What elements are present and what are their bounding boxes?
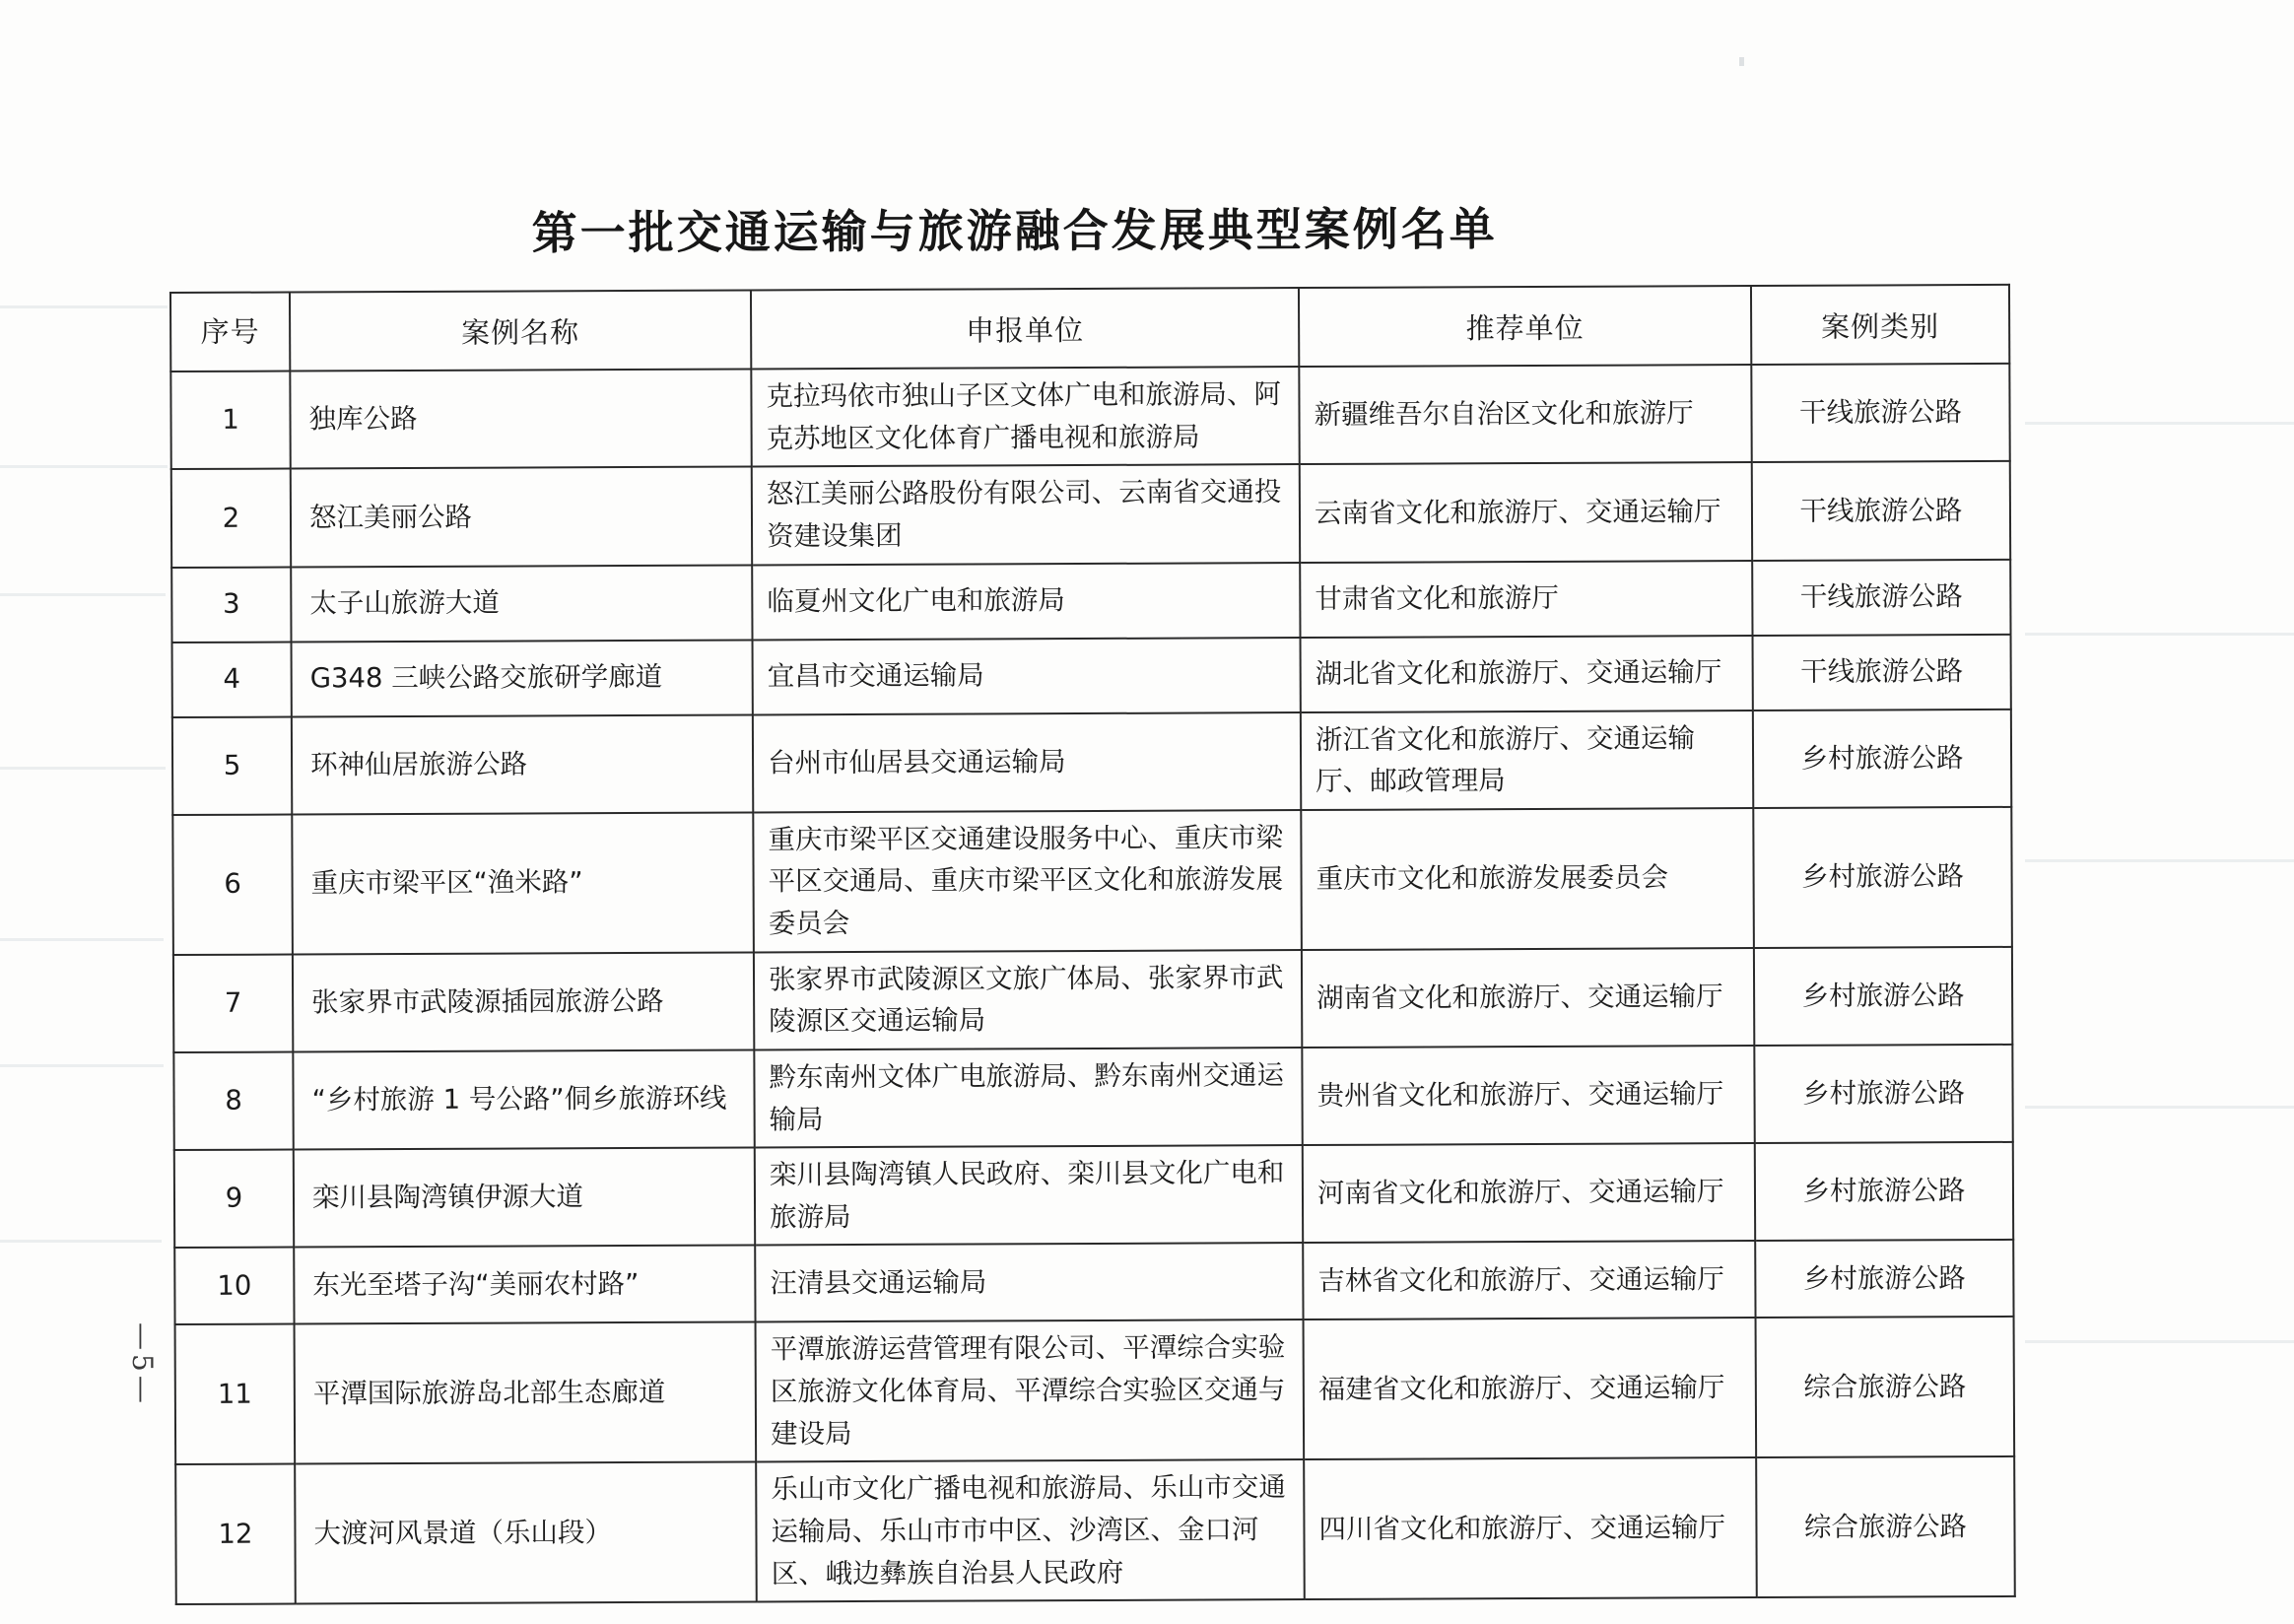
- header-recommender-unit: 推荐单位: [1299, 286, 1751, 367]
- header-serial-number: 序号: [170, 293, 290, 372]
- table-row: [171, 461, 2010, 567]
- cell-recommender-unit: 新疆维吾尔自治区文化和旅游厅: [1299, 365, 1751, 464]
- cell-case-category: 乡村旅游公路: [1755, 1142, 2013, 1241]
- scan-speck: [1739, 57, 1744, 66]
- scan-artifact: [0, 767, 166, 770]
- table-row: [172, 709, 2011, 814]
- cell-recommender-unit: 河南省文化和旅游厅、交通运输厅: [1303, 1143, 1755, 1243]
- cell-case-name: 大渡河风景道（乐山段）: [295, 1462, 757, 1604]
- cell-case-category: 乡村旅游公路: [1753, 807, 2012, 948]
- cell-case-name: 张家界市武陵源插园旅游公路: [293, 952, 754, 1051]
- cell-applicant-unit: 张家界市武陵源区文旅广体局、张家界市武陵源区交通运输局: [754, 950, 1302, 1050]
- scan-artifact: [2025, 633, 2294, 636]
- cell-recommender-unit: 湖南省文化和旅游厅、交通运输厅: [1302, 948, 1754, 1048]
- cell-case-category: 乡村旅游公路: [1755, 1240, 2013, 1318]
- cell-recommender-unit: 甘肃省文化和旅游厅: [1300, 561, 1752, 638]
- scan-artifact: [0, 305, 168, 308]
- cell-serial-number: 9: [174, 1150, 294, 1249]
- scan-artifact: [0, 938, 164, 941]
- header-case-name: 案例名称: [290, 290, 751, 371]
- cell-case-name: 怒江美丽公路: [291, 467, 752, 567]
- cases-table: [169, 284, 2016, 1605]
- cell-applicant-unit: 宜昌市交通运输局: [753, 638, 1301, 714]
- cell-applicant-unit: 汪清县交通运输局: [755, 1243, 1303, 1321]
- table-row: [175, 1456, 2015, 1604]
- cases-table-body: [170, 364, 2014, 1604]
- cell-case-category: 干线旅游公路: [1752, 461, 2010, 560]
- scan-artifact: [0, 593, 166, 596]
- scan-artifact: [2025, 1106, 2294, 1109]
- scan-artifact: [2025, 422, 2294, 425]
- cell-applicant-unit: 怒江美丽公路股份有限公司、云南省交通投资建设集团: [752, 464, 1300, 565]
- table-row: [173, 1045, 2012, 1150]
- cell-applicant-unit: 台州市仙居县交通运输局: [753, 712, 1301, 813]
- scan-artifact: [0, 465, 168, 468]
- cell-case-category: 综合旅游公路: [1756, 1317, 2015, 1457]
- cell-serial-number: 3: [171, 567, 291, 643]
- cell-serial-number: 11: [175, 1324, 296, 1464]
- cell-case-name: “乡村旅游 1 号公路”侗乡旅游环线: [293, 1049, 754, 1149]
- cell-serial-number: 7: [173, 954, 293, 1052]
- cell-case-category: 干线旅游公路: [1753, 634, 2011, 710]
- cell-applicant-unit: 黔东南州文体广电旅游局、黔东南州交通运输局: [754, 1048, 1302, 1148]
- table-row: [172, 634, 2011, 716]
- cell-case-name: 平潭国际旅游岛北部生态廊道: [295, 1322, 757, 1464]
- header-case-category: 案例类别: [1751, 285, 2009, 365]
- table-row: [174, 1142, 2013, 1248]
- page-title: 第一批交通运输与旅游融合发展典型案例名单: [531, 202, 1498, 260]
- cell-case-category: 综合旅游公路: [1756, 1456, 2015, 1597]
- cell-case-category: 乡村旅游公路: [1753, 709, 2011, 807]
- cell-recommender-unit: 重庆市文化和旅游发展委员会: [1301, 808, 1754, 950]
- cell-serial-number: 4: [172, 642, 292, 717]
- scan-artifact: [2025, 859, 2294, 862]
- scan-artifact: [0, 1064, 164, 1067]
- cell-recommender-unit: 浙江省文化和旅游厅、交通运输厅、邮政管理局: [1301, 710, 1753, 810]
- header-applicant-unit: 申报单位: [751, 288, 1299, 369]
- table-row: [173, 947, 2012, 1052]
- cell-applicant-unit: 乐山市文化广播电视和旅游局、乐山市交通运输局、乐山市市中区、沙湾区、金口河区、峨边彝族自治县人民政府: [756, 1459, 1305, 1601]
- cell-recommender-unit: 湖北省文化和旅游厅、交通运输厅: [1301, 636, 1753, 712]
- table-row: [172, 807, 2012, 955]
- cell-case-name: 环神仙居旅游公路: [292, 714, 753, 814]
- cell-case-category: 干线旅游公路: [1751, 364, 2009, 462]
- cell-serial-number: 5: [172, 716, 292, 815]
- cell-case-name: G348 三峡公路交旅研学廊道: [292, 640, 753, 716]
- scan-artifact: [2025, 1340, 2294, 1343]
- cell-serial-number: 12: [175, 1464, 296, 1605]
- table-header-row: [170, 285, 2009, 372]
- cell-applicant-unit: 克拉玛依市独山子区文体广电和旅游局、阿克苏地区文化体育广播电视和旅游局: [751, 367, 1299, 467]
- cell-serial-number: 6: [172, 814, 293, 954]
- cell-recommender-unit: 福建省文化和旅游厅、交通运输厅: [1304, 1318, 1757, 1459]
- cell-applicant-unit: 重庆市梁平区交通建设服务中心、重庆市梁平区交通局、重庆市梁平区文化和旅游发展委员会: [753, 810, 1302, 952]
- cell-case-name: 栾川县陶湾镇伊源大道: [294, 1148, 755, 1248]
- cell-serial-number: 8: [173, 1051, 293, 1150]
- scan-artifact: [0, 1240, 162, 1243]
- table-row: [174, 1240, 2013, 1324]
- table-row: [171, 559, 2010, 642]
- page-number: —5—: [126, 1322, 159, 1407]
- cell-serial-number: 2: [171, 469, 291, 568]
- cell-applicant-unit: 平潭旅游运营管理有限公司、平潭综合实验区旅游文化体育局、平潭综合实验区交通与建设局: [756, 1320, 1305, 1461]
- cell-case-name: 太子山旅游大道: [291, 565, 752, 642]
- cell-case-name: 东光至塔子沟“美丽农村路”: [294, 1246, 755, 1324]
- cell-applicant-unit: 栾川县陶湾镇人民政府、栾川县文化广电和旅游局: [755, 1145, 1303, 1246]
- cell-serial-number: 10: [174, 1248, 294, 1325]
- cell-case-name: 独库公路: [290, 369, 751, 468]
- table-row: [170, 364, 2009, 469]
- cell-case-category: 干线旅游公路: [1752, 559, 2010, 635]
- table-row: [175, 1317, 2015, 1464]
- cell-recommender-unit: 贵州省文化和旅游厅、交通运输厅: [1302, 1046, 1754, 1145]
- cell-case-category: 乡村旅游公路: [1754, 1045, 2012, 1143]
- cell-recommender-unit: 四川省文化和旅游厅、交通运输厅: [1304, 1457, 1757, 1599]
- cell-serial-number: 1: [170, 372, 290, 470]
- table-header: [170, 285, 2009, 372]
- cell-case-name: 重庆市梁平区“渔米路”: [292, 812, 754, 954]
- cell-applicant-unit: 临夏州文化广电和旅游局: [752, 563, 1300, 640]
- cell-recommender-unit: 吉林省文化和旅游厅、交通运输厅: [1303, 1241, 1755, 1320]
- cell-case-category: 乡村旅游公路: [1754, 947, 2012, 1046]
- cell-recommender-unit: 云南省文化和旅游厅、交通运输厅: [1300, 462, 1752, 562]
